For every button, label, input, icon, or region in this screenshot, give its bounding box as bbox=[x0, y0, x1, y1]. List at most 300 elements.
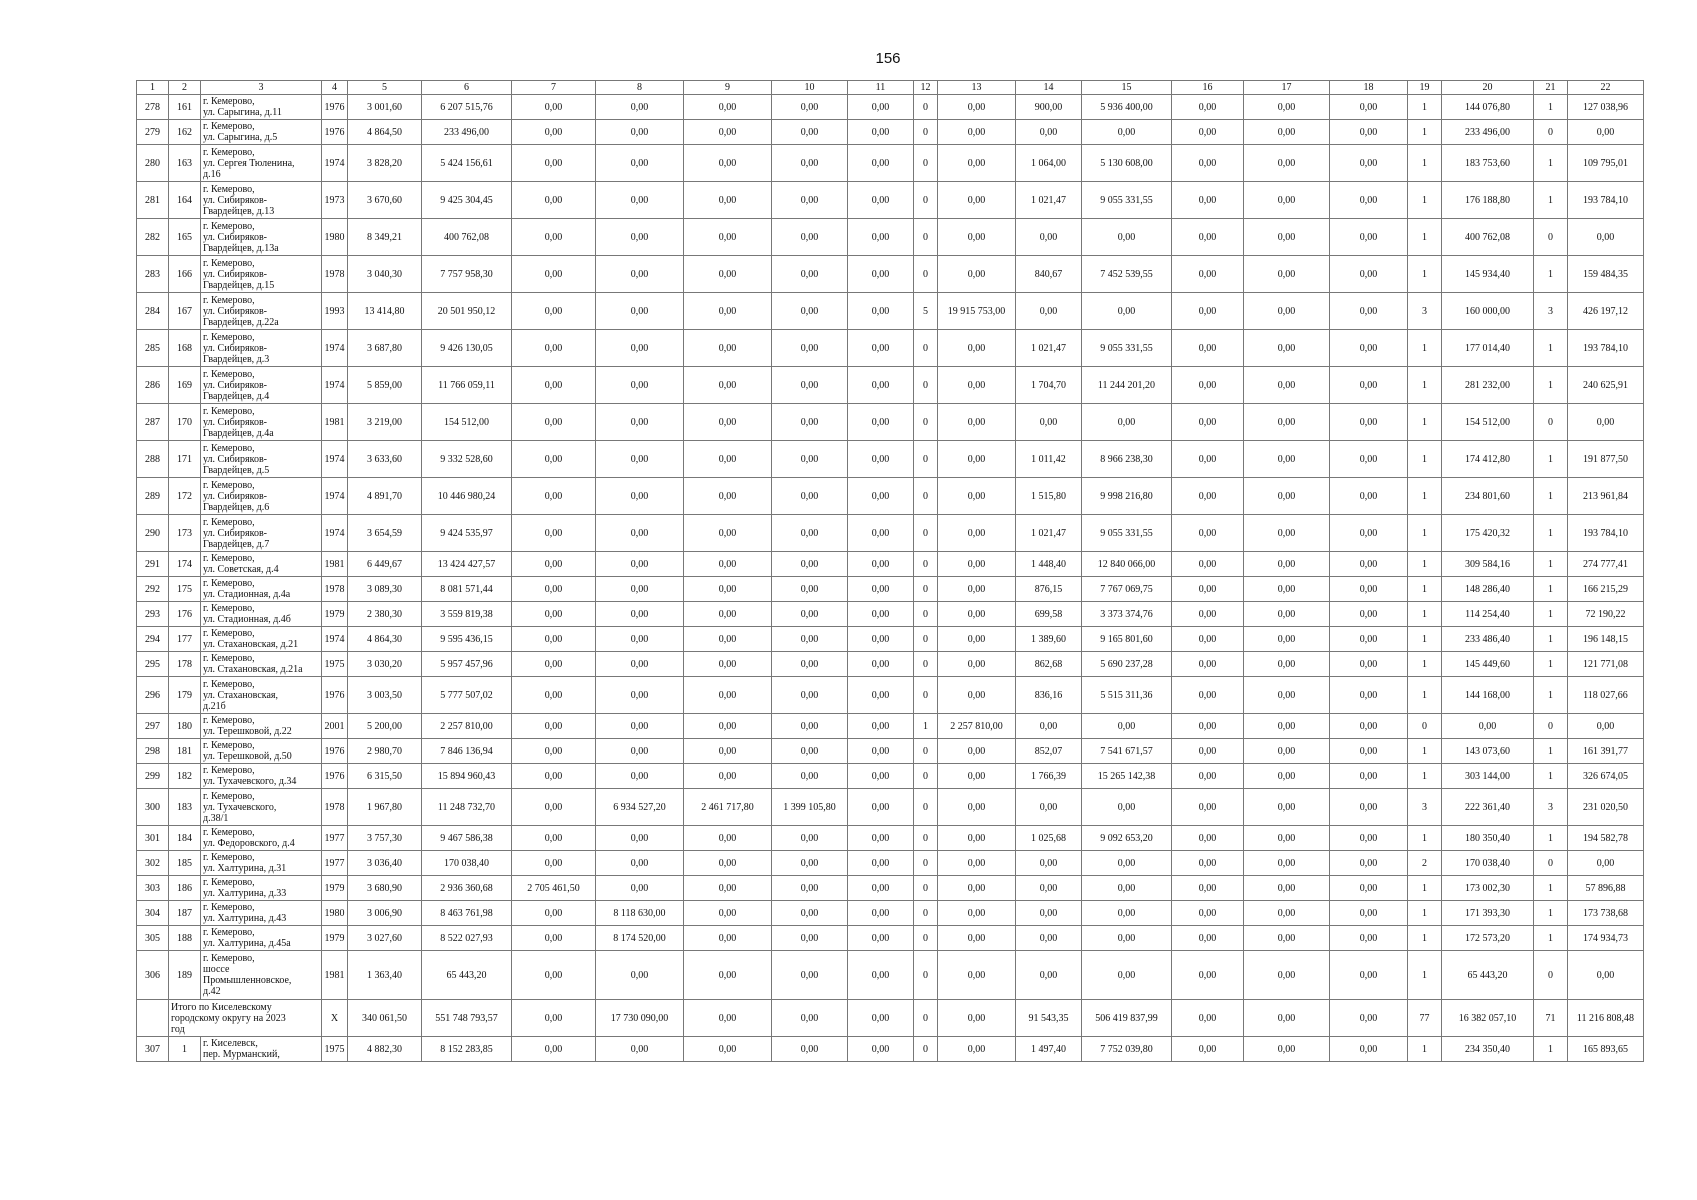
table-cell: 0,00 bbox=[938, 145, 1016, 182]
table-cell: 1975 bbox=[322, 652, 348, 677]
table-cell: 1 bbox=[1408, 182, 1442, 219]
table-cell: 0 bbox=[914, 95, 938, 120]
table-cell: 0,00 bbox=[684, 293, 772, 330]
table-cell: 6 207 515,76 bbox=[422, 95, 512, 120]
table-cell: 0,00 bbox=[684, 95, 772, 120]
table-cell: 1 bbox=[169, 1037, 201, 1062]
column-number-header bbox=[137, 81, 1644, 95]
table-cell: 177 bbox=[169, 627, 201, 652]
table-cell: 0,00 bbox=[848, 478, 914, 515]
table-cell: 0,00 bbox=[596, 145, 684, 182]
table-cell: 1 bbox=[1408, 515, 1442, 552]
table-cell: 307 bbox=[137, 1037, 169, 1062]
table-cell: 0,00 bbox=[772, 739, 848, 764]
table-cell: 288 bbox=[137, 441, 169, 478]
table-cell: 0,00 bbox=[684, 739, 772, 764]
table-cell: 11 216 808,48 bbox=[1568, 1000, 1644, 1037]
table-cell: 3 559 819,38 bbox=[422, 602, 512, 627]
table-cell: 0,00 bbox=[1082, 293, 1172, 330]
table-cell: 144 076,80 bbox=[1442, 95, 1534, 120]
table-cell: 174 934,73 bbox=[1568, 926, 1644, 951]
table-cell: 7 752 039,80 bbox=[1082, 1037, 1172, 1062]
address-cell: г. Кемерово, ул. Халтурина, д.45а bbox=[201, 926, 322, 951]
table-cell: 0,00 bbox=[596, 404, 684, 441]
table-cell: 0,00 bbox=[772, 182, 848, 219]
table-cell: 4 891,70 bbox=[348, 478, 422, 515]
table-cell: 0,00 bbox=[848, 714, 914, 739]
table-cell: 13 414,80 bbox=[348, 293, 422, 330]
table-cell: 0,00 bbox=[1172, 182, 1244, 219]
table-row bbox=[137, 145, 1644, 182]
table-cell: 1978 bbox=[322, 789, 348, 826]
table-cell: 1 bbox=[1534, 577, 1568, 602]
table-cell: 5 424 156,61 bbox=[422, 145, 512, 182]
table-cell: 9 595 436,15 bbox=[422, 627, 512, 652]
table-cell: 0,00 bbox=[1330, 677, 1408, 714]
table-cell: 8 966 238,30 bbox=[1082, 441, 1172, 478]
table-cell: 1974 bbox=[322, 145, 348, 182]
total-label: Итого по Киселевскому городскому округу на 2023 год bbox=[169, 1000, 322, 1037]
table-cell: 0,00 bbox=[684, 627, 772, 652]
table-cell: 189 bbox=[169, 951, 201, 1000]
table-cell: 0,00 bbox=[1330, 95, 1408, 120]
table-cell: 0,00 bbox=[1330, 951, 1408, 1000]
table-cell: 180 350,40 bbox=[1442, 826, 1534, 851]
table-cell: 0,00 bbox=[1244, 901, 1330, 926]
table-cell: 0,00 bbox=[596, 577, 684, 602]
table-cell: 1 bbox=[1534, 441, 1568, 478]
table-cell: 281 bbox=[137, 182, 169, 219]
table-cell: 852,07 bbox=[1016, 739, 1082, 764]
table-cell: 0 bbox=[914, 602, 938, 627]
column-header: 12 bbox=[914, 81, 938, 95]
table-cell: 0,00 bbox=[1082, 789, 1172, 826]
column-header: 18 bbox=[1330, 81, 1408, 95]
table-cell: 0,00 bbox=[1016, 876, 1082, 901]
table-cell: 121 771,08 bbox=[1568, 652, 1644, 677]
table-cell: 0 bbox=[914, 182, 938, 219]
table-cell: 0,00 bbox=[1172, 95, 1244, 120]
table-cell: 0,00 bbox=[1244, 145, 1330, 182]
table-cell: 166 bbox=[169, 256, 201, 293]
column-header: 14 bbox=[1016, 81, 1082, 95]
table-cell: 1 bbox=[1408, 330, 1442, 367]
table-cell: 1 bbox=[1534, 739, 1568, 764]
address-cell: г. Кемерово, ул. Стахановская, д.21 bbox=[201, 627, 322, 652]
table-cell: 0,00 bbox=[1016, 951, 1082, 1000]
table-cell: 0,00 bbox=[772, 293, 848, 330]
table-cell: 1 bbox=[1408, 120, 1442, 145]
table-cell: 0,00 bbox=[596, 515, 684, 552]
table-cell: 165 893,65 bbox=[1568, 1037, 1644, 1062]
table-cell: 0,00 bbox=[938, 478, 1016, 515]
table-row bbox=[137, 901, 1644, 926]
table-cell: 287 bbox=[137, 404, 169, 441]
table-cell: 1 bbox=[1408, 951, 1442, 1000]
table-cell: 9 055 331,55 bbox=[1082, 182, 1172, 219]
table-cell: 1980 bbox=[322, 219, 348, 256]
table-cell: 0,00 bbox=[512, 602, 596, 627]
table-cell: 0,00 bbox=[772, 851, 848, 876]
table-cell: 0,00 bbox=[1330, 652, 1408, 677]
table-cell: 0 bbox=[914, 951, 938, 1000]
table-cell: 282 bbox=[137, 219, 169, 256]
table-cell: 289 bbox=[137, 478, 169, 515]
table-cell: 0,00 bbox=[1244, 330, 1330, 367]
table-cell: 0,00 bbox=[938, 851, 1016, 876]
table-cell: 0 bbox=[914, 826, 938, 851]
table-cell: 0,00 bbox=[938, 404, 1016, 441]
table-cell: 294 bbox=[137, 627, 169, 652]
table-cell: 65 443,20 bbox=[1442, 951, 1534, 1000]
table-cell: 1979 bbox=[322, 876, 348, 901]
table-cell: 0,00 bbox=[1330, 552, 1408, 577]
table-cell: 0,00 bbox=[1568, 404, 1644, 441]
table-cell: 0,00 bbox=[1244, 478, 1330, 515]
table-cell: 233 496,00 bbox=[1442, 120, 1534, 145]
table-cell: 1979 bbox=[322, 602, 348, 627]
table-cell: 0,00 bbox=[1172, 876, 1244, 901]
table-cell: 191 877,50 bbox=[1568, 441, 1644, 478]
table-cell: 290 bbox=[137, 515, 169, 552]
address-cell: г. Кемерово, ул. Тухачевского, д.38/1 bbox=[201, 789, 322, 826]
table-cell: 0,00 bbox=[596, 293, 684, 330]
table-cell: 0,00 bbox=[1244, 764, 1330, 789]
table-cell: 286 bbox=[137, 367, 169, 404]
table-cell: 1974 bbox=[322, 330, 348, 367]
table-cell: 193 784,10 bbox=[1568, 515, 1644, 552]
table-cell: 148 286,40 bbox=[1442, 577, 1534, 602]
table-cell: 177 014,40 bbox=[1442, 330, 1534, 367]
table-cell: 176 bbox=[169, 602, 201, 627]
table-cell: 0,00 bbox=[1330, 404, 1408, 441]
table-cell: 0,00 bbox=[596, 182, 684, 219]
table-cell: 0,00 bbox=[596, 677, 684, 714]
table-cell: 164 bbox=[169, 182, 201, 219]
table-cell: 0,00 bbox=[1244, 739, 1330, 764]
address-cell: г. Кемерово, ул. Халтурина, д.33 bbox=[201, 876, 322, 901]
table-cell: 15 265 142,38 bbox=[1082, 764, 1172, 789]
table-row bbox=[137, 652, 1644, 677]
table-cell: 0 bbox=[914, 552, 938, 577]
table-row bbox=[137, 404, 1644, 441]
table-cell: 1 bbox=[1408, 677, 1442, 714]
table-cell: 0,00 bbox=[1244, 876, 1330, 901]
table-cell: 0,00 bbox=[1330, 851, 1408, 876]
table-cell: 0,00 bbox=[684, 478, 772, 515]
table-cell: 0 bbox=[914, 926, 938, 951]
table-cell: 185 bbox=[169, 851, 201, 876]
table-cell: 0,00 bbox=[1244, 577, 1330, 602]
table-cell: 326 674,05 bbox=[1568, 764, 1644, 789]
table-cell: 154 512,00 bbox=[1442, 404, 1534, 441]
table-row bbox=[137, 219, 1644, 256]
table-cell: 182 bbox=[169, 764, 201, 789]
table-cell: 0,00 bbox=[1172, 901, 1244, 926]
table-cell: 0,00 bbox=[512, 951, 596, 1000]
table-cell: 0,00 bbox=[684, 1037, 772, 1062]
table-cell: 180 bbox=[169, 714, 201, 739]
table-cell: 1 bbox=[1534, 330, 1568, 367]
table-cell: 0,00 bbox=[1016, 901, 1082, 926]
table-cell: 9 424 535,97 bbox=[422, 515, 512, 552]
table-cell: 5 859,00 bbox=[348, 367, 422, 404]
table-cell: 1976 bbox=[322, 120, 348, 145]
table-cell: 7 846 136,94 bbox=[422, 739, 512, 764]
table-cell: 1 bbox=[1534, 627, 1568, 652]
table-cell: 281 232,00 bbox=[1442, 367, 1534, 404]
table-cell: 2 257 810,00 bbox=[938, 714, 1016, 739]
register-table bbox=[136, 80, 1644, 1062]
table-cell: 0,00 bbox=[1244, 367, 1330, 404]
table-cell: 143 073,60 bbox=[1442, 739, 1534, 764]
table-cell: 0,00 bbox=[848, 145, 914, 182]
table-cell: 168 bbox=[169, 330, 201, 367]
table-cell: 57 896,88 bbox=[1568, 876, 1644, 901]
table-cell: 3 633,60 bbox=[348, 441, 422, 478]
table-cell: 0,00 bbox=[938, 652, 1016, 677]
table-cell: 0,00 bbox=[684, 926, 772, 951]
table-cell: 0 bbox=[1408, 714, 1442, 739]
table-cell: 0,00 bbox=[1244, 515, 1330, 552]
table-cell: 1 bbox=[1408, 441, 1442, 478]
table-cell: 0 bbox=[914, 577, 938, 602]
table-cell: 3 bbox=[1408, 789, 1442, 826]
table-cell: 3 757,30 bbox=[348, 826, 422, 851]
table-cell: 0,00 bbox=[772, 1000, 848, 1037]
table-row bbox=[137, 764, 1644, 789]
table-cell: 551 748 793,57 bbox=[422, 1000, 512, 1037]
table-cell: 0,00 bbox=[848, 95, 914, 120]
column-header: 22 bbox=[1568, 81, 1644, 95]
table-cell: 0,00 bbox=[1082, 714, 1172, 739]
table-cell: 145 934,40 bbox=[1442, 256, 1534, 293]
table-cell: 0,00 bbox=[1016, 714, 1082, 739]
column-header: 1 bbox=[137, 81, 169, 95]
table-cell: 2 380,30 bbox=[348, 602, 422, 627]
table-cell: 0,00 bbox=[848, 876, 914, 901]
table-cell: 0,00 bbox=[772, 552, 848, 577]
table-cell: 0,00 bbox=[1082, 851, 1172, 876]
table-cell: 179 bbox=[169, 677, 201, 714]
table-cell: 0,00 bbox=[512, 926, 596, 951]
table-cell: 1981 bbox=[322, 404, 348, 441]
table-cell: 0,00 bbox=[512, 120, 596, 145]
column-header: 4 bbox=[322, 81, 348, 95]
address-cell: г. Кемерово, ул. Терешковой, д.50 bbox=[201, 739, 322, 764]
table-cell: 1 967,80 bbox=[348, 789, 422, 826]
table-cell: 9 055 331,55 bbox=[1082, 330, 1172, 367]
column-header: 9 bbox=[684, 81, 772, 95]
column-header: 2 bbox=[169, 81, 201, 95]
table-cell: 0,00 bbox=[512, 789, 596, 826]
table-cell: 234 350,40 bbox=[1442, 1037, 1534, 1062]
table-cell: 1 bbox=[1534, 182, 1568, 219]
table-cell: 0,00 bbox=[1082, 901, 1172, 926]
table-cell: 296 bbox=[137, 677, 169, 714]
table-cell: 3 687,80 bbox=[348, 330, 422, 367]
table-cell: 0 bbox=[914, 404, 938, 441]
table-cell: 0,00 bbox=[1172, 293, 1244, 330]
table-cell: 0,00 bbox=[1016, 789, 1082, 826]
table-cell: 0,00 bbox=[1330, 330, 1408, 367]
table-cell: 0,00 bbox=[1330, 577, 1408, 602]
table-cell: 0,00 bbox=[1330, 602, 1408, 627]
table-cell: 0,00 bbox=[1568, 851, 1644, 876]
address-cell: г. Кемерово, ул. Сибиряков- Гвардейцев, д.13а bbox=[201, 219, 322, 256]
table-cell: 0,00 bbox=[684, 404, 772, 441]
table-cell: 0,00 bbox=[848, 404, 914, 441]
table-cell: 0,00 bbox=[1244, 552, 1330, 577]
table-cell: 0,00 bbox=[1244, 120, 1330, 145]
table-cell: 0,00 bbox=[684, 826, 772, 851]
table-cell: 1 bbox=[1534, 901, 1568, 926]
table-cell: 0,00 bbox=[1330, 441, 1408, 478]
table-cell: 0,00 bbox=[512, 330, 596, 367]
table-cell: 292 bbox=[137, 577, 169, 602]
table-cell: 0,00 bbox=[772, 901, 848, 926]
table-cell: 0,00 bbox=[512, 441, 596, 478]
table-row bbox=[137, 739, 1644, 764]
table-cell: 0,00 bbox=[1330, 120, 1408, 145]
table-cell: 0,00 bbox=[512, 95, 596, 120]
table-cell: 3 089,30 bbox=[348, 577, 422, 602]
table-cell: 0,00 bbox=[596, 602, 684, 627]
table-cell: 188 bbox=[169, 926, 201, 951]
table-cell: 3 828,20 bbox=[348, 145, 422, 182]
table-cell: 0,00 bbox=[512, 293, 596, 330]
table-cell: 0,00 bbox=[596, 478, 684, 515]
table-cell: 303 bbox=[137, 876, 169, 901]
table-cell: 163 bbox=[169, 145, 201, 182]
address-cell: г. Кемерово, ул. Терешковой, д.22 bbox=[201, 714, 322, 739]
table-cell: 1 766,39 bbox=[1016, 764, 1082, 789]
table-cell: 5 bbox=[914, 293, 938, 330]
table-cell: 6 449,67 bbox=[348, 552, 422, 577]
table-cell: 1 bbox=[1408, 926, 1442, 951]
table-cell: 0,00 bbox=[1330, 627, 1408, 652]
table-cell: 12 840 066,00 bbox=[1082, 552, 1172, 577]
table-cell: 0,00 bbox=[684, 577, 772, 602]
table-cell: 0,00 bbox=[1330, 478, 1408, 515]
table-cell: 1 bbox=[1408, 478, 1442, 515]
table-cell: 194 582,78 bbox=[1568, 826, 1644, 851]
table-cell: 1 bbox=[1408, 95, 1442, 120]
table-cell: 3 219,00 bbox=[348, 404, 422, 441]
table-cell: 0,00 bbox=[1172, 714, 1244, 739]
table-cell: 0,00 bbox=[938, 677, 1016, 714]
table-cell: 0,00 bbox=[772, 602, 848, 627]
table-cell: 0,00 bbox=[938, 219, 1016, 256]
table-row bbox=[137, 120, 1644, 145]
table-cell: 0 bbox=[914, 652, 938, 677]
table-cell: 0,00 bbox=[596, 120, 684, 145]
table-cell: 1 389,60 bbox=[1016, 627, 1082, 652]
table-cell: 0,00 bbox=[596, 764, 684, 789]
table-cell: 400 762,08 bbox=[422, 219, 512, 256]
table-cell: 11 766 059,11 bbox=[422, 367, 512, 404]
column-header: 5 bbox=[348, 81, 422, 95]
table-cell: 0,00 bbox=[938, 95, 1016, 120]
table-cell: 0 bbox=[914, 367, 938, 404]
table-cell: 3 373 374,76 bbox=[1082, 602, 1172, 627]
address-cell: г. Киселевск, пер. Мурманский, bbox=[201, 1037, 322, 1062]
table-cell: 0,00 bbox=[596, 367, 684, 404]
table-cell: 304 bbox=[137, 901, 169, 926]
table-cell: 862,68 bbox=[1016, 652, 1082, 677]
table-cell: 297 bbox=[137, 714, 169, 739]
table-cell: 274 777,41 bbox=[1568, 552, 1644, 577]
table-cell: 0,00 bbox=[772, 120, 848, 145]
table-cell: 0,00 bbox=[1016, 404, 1082, 441]
table-cell: 3 654,59 bbox=[348, 515, 422, 552]
table-cell: 165 bbox=[169, 219, 201, 256]
table-cell: 5 690 237,28 bbox=[1082, 652, 1172, 677]
table-cell: 0,00 bbox=[512, 552, 596, 577]
table-row bbox=[137, 478, 1644, 515]
table-cell: 0,00 bbox=[772, 826, 848, 851]
table-cell: 1 bbox=[1408, 826, 1442, 851]
table-cell: 0,00 bbox=[684, 219, 772, 256]
table-cell: 1976 bbox=[322, 739, 348, 764]
table-cell: 1 bbox=[1408, 901, 1442, 926]
table-cell: 1 021,47 bbox=[1016, 330, 1082, 367]
address-cell: г. Кемерово, ул. Сибиряков- Гвардейцев, д.4а bbox=[201, 404, 322, 441]
table-row bbox=[137, 926, 1644, 951]
table-cell: 0,00 bbox=[772, 404, 848, 441]
table-cell: 20 501 950,12 bbox=[422, 293, 512, 330]
table-cell: 0,00 bbox=[848, 789, 914, 826]
table-cell: 1 064,00 bbox=[1016, 145, 1082, 182]
table-cell: 0,00 bbox=[512, 677, 596, 714]
table-cell: 0,00 bbox=[772, 478, 848, 515]
table-cell: 0,00 bbox=[938, 441, 1016, 478]
table-cell: 1974 bbox=[322, 627, 348, 652]
table-cell: 0,00 bbox=[684, 876, 772, 901]
table-cell: 240 625,91 bbox=[1568, 367, 1644, 404]
table-cell: 0,00 bbox=[1244, 851, 1330, 876]
table-cell: 0,00 bbox=[1172, 478, 1244, 515]
table-cell: 400 762,08 bbox=[1442, 219, 1534, 256]
address-cell: г. Кемерово, ул. Федоровского, д.4 bbox=[201, 826, 322, 851]
table-cell: 0,00 bbox=[1172, 367, 1244, 404]
table-cell: 0,00 bbox=[1244, 219, 1330, 256]
table-cell: 0,00 bbox=[684, 602, 772, 627]
table-cell: 0,00 bbox=[1330, 256, 1408, 293]
table-cell: 0,00 bbox=[1330, 901, 1408, 926]
column-header: 13 bbox=[938, 81, 1016, 95]
table-cell: 0,00 bbox=[512, 739, 596, 764]
table-cell: 0,00 bbox=[684, 552, 772, 577]
table-cell: 836,16 bbox=[1016, 677, 1082, 714]
table-cell: 0,00 bbox=[1244, 95, 1330, 120]
table-cell: 2 257 810,00 bbox=[422, 714, 512, 739]
table-cell: 1 bbox=[1534, 652, 1568, 677]
table-cell: 167 bbox=[169, 293, 201, 330]
table-cell: 0,00 bbox=[772, 714, 848, 739]
table-cell: 0,00 bbox=[1330, 182, 1408, 219]
table-cell: 1 bbox=[1534, 478, 1568, 515]
table-cell: 0,00 bbox=[684, 120, 772, 145]
table-cell: 0,00 bbox=[596, 714, 684, 739]
table-cell: 4 864,50 bbox=[348, 120, 422, 145]
table-cell: 0,00 bbox=[596, 95, 684, 120]
table-cell: 0,00 bbox=[512, 901, 596, 926]
table-cell: 302 bbox=[137, 851, 169, 876]
table-cell: 0,00 bbox=[848, 652, 914, 677]
table-cell: 193 784,10 bbox=[1568, 182, 1644, 219]
table-cell: 5 515 311,36 bbox=[1082, 677, 1172, 714]
